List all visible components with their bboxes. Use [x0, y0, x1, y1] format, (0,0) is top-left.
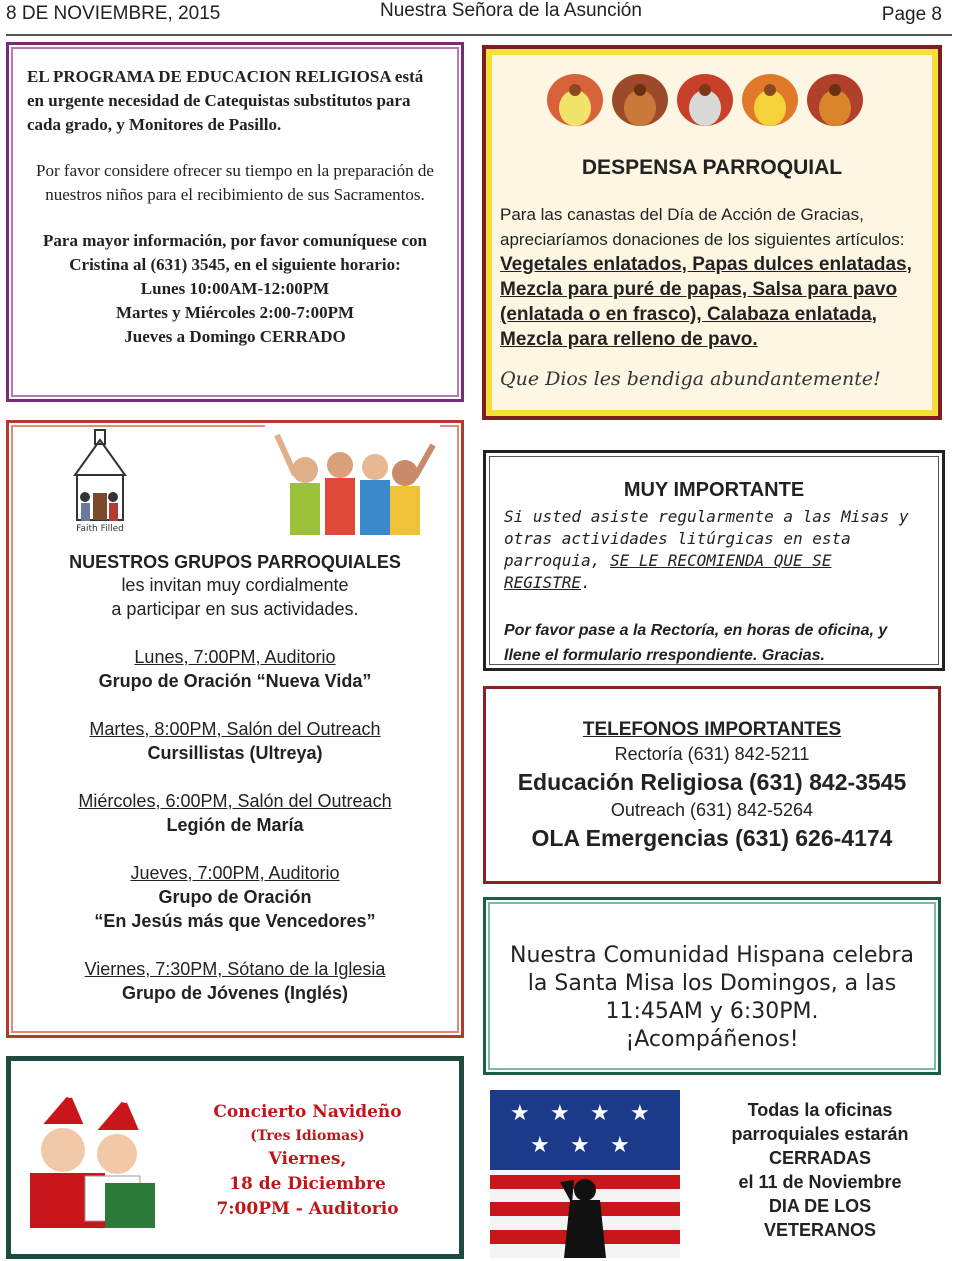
group-when: Jueves, 7:00PM, Auditorio: [130, 863, 340, 883]
important-text-2: Por favor pase a la Rectoría, en horas de oficina, y llene el formulario rrespondiente. Gracias.: [504, 622, 888, 664]
svg-text:★: ★: [550, 1101, 570, 1126]
group-name: Legión de María: [166, 815, 304, 835]
svg-text:★: ★: [630, 1101, 650, 1126]
turkey-icon: [807, 74, 863, 126]
important-box: [483, 450, 945, 671]
hours-closed: Jueves a Domingo CERRADO: [124, 327, 346, 346]
despensa-blessing: Que Dios les bendiga abundantemente!: [500, 368, 881, 390]
phones-title: TELEFONOS IMPORTANTES: [582, 719, 842, 740]
faith-filled-logo-text: Faith Filled: [76, 524, 124, 534]
group-when: Miércoles, 6:00PM, Salón del Outreach: [78, 791, 392, 811]
church-family-icon: [55, 425, 145, 535]
despensa-text: [500, 202, 925, 352]
turkey-icon: [742, 74, 798, 126]
offices-line-1: Todas la oficinas: [747, 1100, 893, 1120]
veterans-flag-salute-image: [490, 1090, 680, 1258]
group-when: Lunes, 7:00PM, Auditorio: [134, 647, 336, 667]
parish-name: Nuestra Señora de la Asunción: [380, 0, 642, 21]
svg-text:★: ★: [510, 1101, 530, 1126]
groups-subtitle-2: a participar en sus actividades.: [111, 599, 359, 619]
header-rule: [6, 34, 952, 36]
phone-rectory: Rectoría (631) 842-5211: [614, 744, 810, 764]
despensa-intro: Para las canastas del Día de Acción de Gracias, apreciaríamos donaciones de los siguientes artículos:: [500, 205, 905, 249]
group-name: Grupo de Oración “Nueva Vida”: [98, 671, 372, 691]
concert-date: 18 de Diciembre: [229, 1174, 386, 1194]
offices-line-3: CERRADAS: [768, 1148, 871, 1168]
concert-title: Concierto Navideño: [213, 1102, 402, 1122]
turkey-icon: [612, 74, 668, 126]
turkey-icon: [547, 74, 603, 126]
community-line-3: 11:45AM y 6:30PM.: [605, 999, 819, 1024]
concert-details: [190, 1100, 425, 1222]
group-name-2: “En Jesús más que Vencedores”: [94, 911, 376, 931]
concert-day: Viernes,: [268, 1149, 347, 1169]
groups-title: NUESTROS GRUPOS PARROQUIALES: [69, 552, 401, 572]
group-when: Viernes, 7:30PM, Sótano de la Iglesia: [84, 959, 386, 979]
carolers-illustration: [25, 1088, 155, 1228]
offices-line-2: parroquiales estarán: [731, 1124, 909, 1144]
svg-text:★: ★: [610, 1133, 630, 1158]
religious-ed-p3: Para mayor información, por favor comuníquese con Cristina al (631) 3545, en el siguiente horario:: [43, 231, 427, 274]
phone-emergency: OLA Emergencias (631) 626-4174: [531, 825, 893, 851]
despensa-title: DESPENSA PARROQUIAL: [581, 156, 843, 179]
offices-closed-notice: [700, 1098, 940, 1242]
important-text-1a: Si usted asiste regularmente a las Misas y otras actividades litúrgicas en esta parroquia,: [504, 507, 909, 570]
offices-line-4: el 11 de Noviembre: [738, 1172, 902, 1192]
group-name: Grupo de Jóvenes (Inglés): [121, 983, 349, 1003]
hours-tue-wed: Martes y Miércoles 2:00-7:00PM: [115, 303, 355, 322]
community-line-2: la Santa Misa los Domingos, a las: [527, 971, 897, 996]
religious-ed-p2: Por favor considere ofrecer su tiempo en la preparación de nuestros niños para el recibimiento de sus Sacramentos.: [36, 161, 434, 204]
phone-religious-ed: Educación Religiosa (631) 842-3545: [517, 769, 907, 795]
group-name: Cursillistas (Ultreya): [147, 743, 323, 763]
phones-box: [483, 686, 941, 884]
turkey-icon: [677, 74, 733, 126]
issue-date: 8 DE NOVIEMBRE, 2015: [6, 3, 221, 24]
important-title: MUY IMPORTANTE: [623, 479, 805, 501]
despensa-items: Vegetales enlatados, Papas dulces enlatadas, Mezcla para puré de papas, Salsa para pavo (enlatada o en frasco), Calabaza enlatada, Mezcla para relleno de pavo.: [500, 254, 912, 350]
groups-subtitle-1: les invitan muy cordialmente: [121, 575, 349, 595]
group-name: Grupo de Oración: [158, 887, 312, 907]
religious-ed-p1: EL PROGRAMA DE EDUCACION RELIGIOSA está en urgente necesidad de Catequistas substitutos para cada grado, y Monitores de Pasillo.: [27, 67, 424, 134]
svg-text:★: ★: [530, 1133, 550, 1158]
turkeys-illustration: [540, 60, 880, 140]
group-when: Martes, 8:00PM, Salón del Outreach: [89, 719, 381, 739]
concert-time-place: 7:00PM - Auditorio: [216, 1199, 399, 1219]
svg-text:★: ★: [570, 1133, 590, 1158]
svg-text:★: ★: [590, 1101, 610, 1126]
hours-monday: Lunes 10:00AM-12:00PM: [140, 279, 330, 298]
offices-line-5: DIA DE LOS: [768, 1196, 872, 1216]
register-notice: SE LE RECOMIENDA QUE SE REGISTRE: [504, 551, 832, 592]
religious-education-box: [6, 42, 464, 402]
page-number: Page 8: [881, 4, 942, 25]
phone-outreach: Outreach (631) 842-5264: [610, 800, 814, 820]
youth-group-photo: [265, 425, 440, 535]
parish-groups-list: [6, 552, 464, 1005]
concert-languages: (Tres Idiomas): [250, 1128, 365, 1144]
important-text-1: [504, 506, 924, 594]
community-mass-box: [483, 897, 941, 1075]
important-text-1c: .: [581, 573, 591, 592]
offices-line-6: VETERANOS: [763, 1220, 877, 1240]
community-line-4: ¡Acompáñenos!: [625, 1027, 799, 1052]
community-line-1: Nuestra Comunidad Hispana celebra: [510, 943, 914, 968]
